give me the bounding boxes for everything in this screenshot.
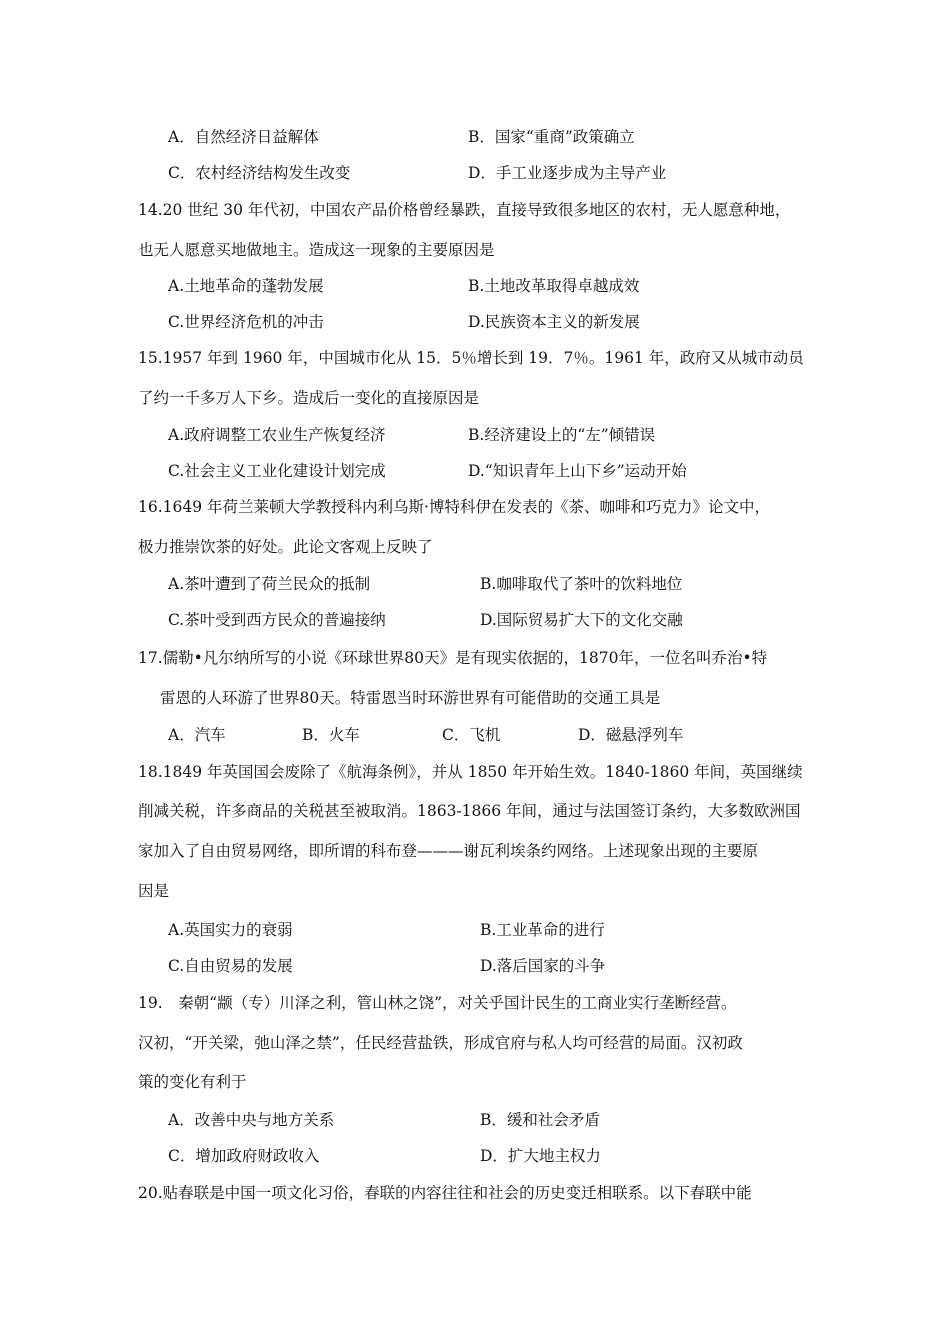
q16-option-b: B.咖啡取代了茶叶的饮料地位 (480, 575, 683, 593)
q19-stem-line-2: 汉初，“开关梁，弛山泽之禁”，任民经营盐铁，形成官府与私人均可经营的局面。汉初政 (138, 1034, 743, 1052)
q17-stem-line-1: 17.儒勒•凡尔纳所写的小说《环球世界80天》是有现实依据的，1870年，一位名叫乔治•特 (138, 649, 768, 667)
q16-stem-line-1: 16.1649 年荷兰莱顿大学教授科内利乌斯·博特科伊在发表的《茶、咖啡和巧克力》论文中， (138, 498, 770, 516)
q13-option-a: A．自然经济日益解体 (168, 128, 319, 146)
q13-option-d: D．手工业逐步成为主导产业 (468, 164, 667, 182)
q19-option-d: D．扩大地主权力 (480, 1147, 601, 1165)
q18-stem-line-3: 家加入了自由贸易网络，即所谓的科布登———谢瓦利埃条约网络。上述现象出现的主要原 (138, 842, 759, 860)
q18-option-b: B.工业革命的进行 (480, 921, 605, 939)
q16-stem-line-2: 极力推崇饮茶的好处。此论文客观上反映了 (138, 538, 433, 556)
q14-option-c: C.世界经济危机的冲击 (168, 313, 324, 331)
q19-stem-line-3: 策的变化有利于 (138, 1073, 247, 1091)
q19-option-b: B．缓和社会矛盾 (480, 1111, 600, 1129)
q15-option-c: C.社会主义工业化建设计划完成 (168, 462, 386, 480)
q13-option-c: C．农村经济结构发生改变 (168, 164, 351, 182)
q15-stem-line-1: 15.1957 年到 1960 年，中国城市化从 15．5％增长到 19．7％。1961 年，政府又从城市动员 (138, 349, 804, 367)
q17-option-c: C．飞机 (442, 726, 501, 744)
q14-option-b: B.土地改革取得卓越成效 (468, 277, 640, 295)
q13-option-b: B．国家“重商”政策确立 (468, 128, 635, 146)
q17-option-a: A．汽车 (168, 726, 226, 744)
q19-stem-line-1: 19. 秦朝“颛（专）川泽之利，管山林之饶”，对关乎国计民生的工商业实行垄断经营。 (138, 994, 737, 1012)
q14-option-a: A.土地革命的蓬勃发展 (168, 277, 324, 295)
q18-stem-line-4: 因是 (138, 882, 170, 900)
q14-option-d: D.民族资本主义的新发展 (468, 313, 640, 331)
q16-option-a: A.茶叶遭到了荷兰民众的抵制 (168, 575, 371, 593)
q17-option-b: B．火车 (302, 726, 360, 744)
q15-stem-line-2: 了约一千多万人下乡。造成后一变化的直接原因是 (138, 389, 480, 407)
q18-option-a: A.英国实力的衰弱 (168, 921, 293, 939)
q14-stem-line-2: 也无人愿意买地做地主。造成这一现象的主要原因是 (138, 241, 495, 259)
q15-option-b: B.经济建设上的“左”倾错误 (468, 426, 656, 444)
q19-option-c: C．增加政府财政收入 (168, 1147, 320, 1165)
q16-option-d: D.国际贸易扩大下的文化交融 (480, 611, 683, 629)
q20-stem-line-1: 20.贴春联是中国一项文化习俗，春联的内容往往和社会的历史变迁相联系。以下春联中能 (138, 1184, 752, 1202)
q19-option-a: A．改善中央与地方关系 (168, 1111, 335, 1129)
q18-option-c: C.自由贸易的发展 (168, 957, 293, 975)
q14-stem-line-1: 14.20 世纪 30 年代初，中国农产品价格曾经暴跌，直接导致很多地区的农村，无人愿意种地， (138, 201, 791, 219)
q17-option-d: D．磁悬浮列车 (578, 726, 684, 744)
q17-stem-line-2: 雷恩的人环游了世界80天。特雷恩当时环游世界有可能借助的交通工具是 (160, 689, 661, 707)
q15-option-a: A.政府调整工农业生产恢复经济 (168, 426, 386, 444)
q18-stem-line-1: 18.1849 年英国国会废除了《航海条例》，并从 1850 年开始生效。1840-1860 年间，英国继续 (138, 763, 803, 781)
q18-stem-line-2: 削减关税，许多商品的关税甚至被取消。1863-1866 年间，通过与法国签订条约，大多数欧洲国 (138, 802, 801, 820)
q16-option-c: C.茶叶受到西方民众的普遍接纳 (168, 611, 386, 629)
q15-option-d: D.“知识青年上山下乡”运动开始 (468, 462, 687, 480)
q18-option-d: D.落后国家的斗争 (480, 957, 606, 975)
